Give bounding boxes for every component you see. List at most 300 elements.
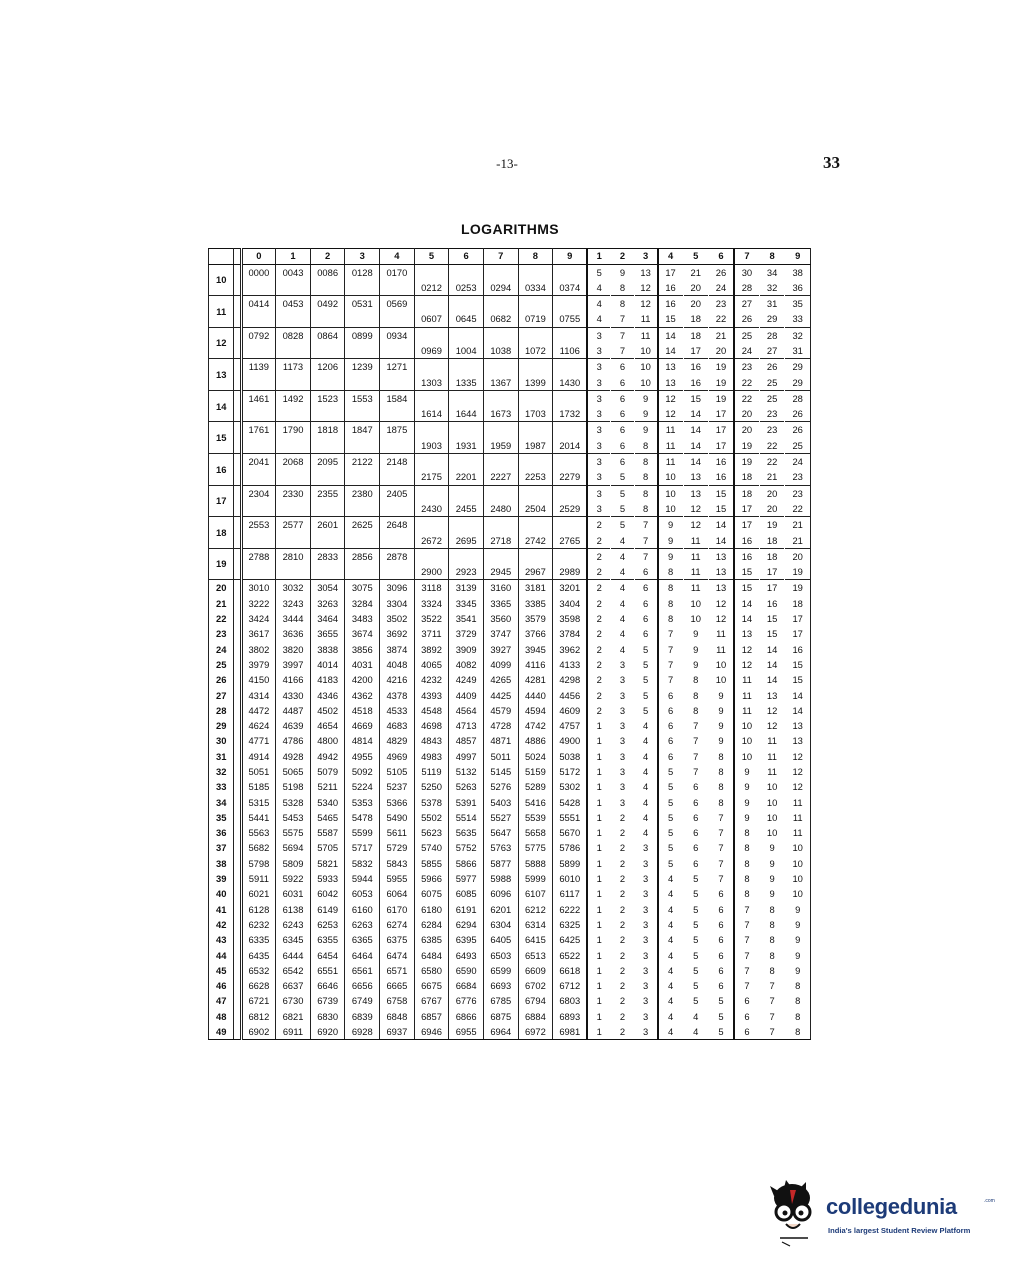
column-header: 9 <box>553 249 588 265</box>
log-value-cell: 5366 <box>380 795 415 810</box>
mean-difference-cell: 6 <box>634 596 657 611</box>
log-value-cell: 3909 <box>449 642 484 657</box>
logo-tagline: India's largest Student Review Platform <box>828 1226 971 1235</box>
log-value-cell: 4829 <box>380 733 415 748</box>
mean-difference-cell: 1 <box>587 963 610 978</box>
mean-difference-cell: 9 <box>734 764 759 779</box>
log-value-cell <box>483 422 518 438</box>
log-value-cell <box>310 564 345 580</box>
mean-difference-cell: 3 <box>587 469 610 485</box>
row-label: 13 <box>209 359 234 391</box>
row-spacer-cell <box>234 993 241 1008</box>
log-value-cell: 6848 <box>380 1009 415 1024</box>
log-value-cell <box>345 533 380 549</box>
log-value-cell <box>449 548 484 564</box>
mean-difference-cell: 4 <box>611 580 634 596</box>
log-value-cell: 5966 <box>414 871 449 886</box>
log-value-cell: 5378 <box>414 795 449 810</box>
log-value-cell: 5453 <box>276 810 311 825</box>
mean-difference-cell: 3 <box>587 501 610 517</box>
log-value-cell: 5478 <box>345 810 380 825</box>
mean-difference-cell: 11 <box>734 672 759 687</box>
log-value-cell <box>483 454 518 470</box>
row-spacer-cell <box>234 688 241 703</box>
log-value-cell: 6675 <box>414 978 449 993</box>
log-value-cell <box>380 469 415 485</box>
log-value-cell: 6201 <box>483 902 518 917</box>
log-value-cell: 4639 <box>276 718 311 733</box>
log-value-cell <box>553 422 588 438</box>
mean-difference-cell: 8 <box>658 564 683 580</box>
row-label: 24 <box>209 642 234 657</box>
log-value-cell: 3766 <box>518 626 553 641</box>
mean-difference-cell: 25 <box>785 438 811 454</box>
log-value-cell: 3838 <box>310 642 345 657</box>
mean-difference-cell: 11 <box>658 438 683 454</box>
mean-difference-cell: 3 <box>619 720 626 732</box>
mean-difference-cell: 6 <box>658 718 683 733</box>
mean-difference-cell: 14 <box>766 643 778 655</box>
log-value-cell: 2480 <box>483 501 518 517</box>
log-value-cell: 4786 <box>276 733 311 748</box>
mean-difference-cell: 9 <box>634 422 657 438</box>
mean-difference-cell: 9 <box>785 902 811 917</box>
log-value-cell: 3324 <box>414 596 449 611</box>
log-value-cell: 5145 <box>483 764 518 779</box>
log-value-cell: 3692 <box>380 626 415 641</box>
logarithm-table <box>208 248 811 1040</box>
mean-difference-cell: 3 <box>619 735 626 747</box>
collegedunia-logo <box>766 1180 996 1250</box>
mean-difference-cell: 1 <box>587 779 610 794</box>
mean-difference-cell: 6 <box>734 993 759 1008</box>
mean-difference-cell: 8 <box>769 964 775 976</box>
mean-difference-cell: 5 <box>619 502 626 514</box>
log-value-cell: 5740 <box>414 840 449 855</box>
table-row <box>209 948 811 963</box>
table-row <box>209 517 811 533</box>
log-value-cell: 6830 <box>310 1009 345 1024</box>
row-label: 35 <box>209 810 234 825</box>
mean-difference-cell: 10 <box>766 781 778 793</box>
mean-difference-cell: 19 <box>709 359 734 375</box>
log-value-cell: 1903 <box>414 438 449 454</box>
log-value-cell: 0934 <box>380 327 415 343</box>
mean-difference-cell: 8 <box>693 689 699 701</box>
log-value-cell: 0969 <box>414 343 449 359</box>
mean-difference-cell: 4 <box>658 1009 683 1024</box>
mean-difference-cell: 18 <box>683 327 708 343</box>
mean-difference-cell: 1 <box>587 749 610 764</box>
log-value-cell: 3747 <box>483 626 518 641</box>
row-spacer-cell <box>234 703 241 718</box>
log-value-cell: 3927 <box>483 642 518 657</box>
mean-difference-cell: 32 <box>785 327 811 343</box>
mean-difference-cell: 10 <box>766 827 778 839</box>
row-spacer-cell <box>234 902 241 917</box>
mean-difference-cell: 9 <box>734 810 759 825</box>
mean-difference-cell: 1 <box>587 718 610 733</box>
mean-difference-cell: 17 <box>734 501 759 517</box>
mean-difference-cell: 12 <box>658 390 683 406</box>
log-value-cell: 6721 <box>241 993 276 1008</box>
mean-difference-cell: 18 <box>734 485 759 501</box>
log-value-cell: 3962 <box>553 642 588 657</box>
row-spacer-cell <box>234 795 241 810</box>
log-value-cell: 4330 <box>276 688 311 703</box>
log-value-cell: 2742 <box>518 533 553 549</box>
log-value-cell: 3674 <box>345 626 380 641</box>
log-value-cell: 5682 <box>241 840 276 855</box>
log-value-cell: 6365 <box>345 932 380 947</box>
log-value-cell: 1106 <box>553 343 588 359</box>
mean-difference-cell: 2 <box>619 811 626 823</box>
mean-difference-cell: 6 <box>611 454 634 470</box>
mean-difference-cell: 10 <box>709 657 734 672</box>
log-value-cell: 4281 <box>518 672 553 687</box>
mean-difference-cell: 7 <box>634 548 657 564</box>
log-value-cell: 6513 <box>518 948 553 963</box>
mean-difference-cell: 4 <box>619 566 626 578</box>
mean-difference-cell: 6 <box>634 626 657 641</box>
mean-difference-cell: 7 <box>709 810 734 825</box>
log-value-cell: 3945 <box>518 642 553 657</box>
row-spacer-cell <box>234 978 241 993</box>
mean-difference-cell: 7 <box>759 1024 784 1040</box>
log-value-cell <box>276 501 311 517</box>
log-value-cell <box>518 264 553 280</box>
log-value-cell <box>518 359 553 375</box>
mean-difference-cell: 5 <box>634 672 657 687</box>
mean-difference-cell: 23 <box>785 469 811 485</box>
log-value-cell: 6253 <box>310 917 345 932</box>
log-value-cell: 6739 <box>310 993 345 1008</box>
log-value-cell: 3892 <box>414 642 449 657</box>
log-value-cell: 4742 <box>518 718 553 733</box>
mean-difference-cell: 7 <box>769 980 775 992</box>
mean-difference-cell: 5 <box>634 688 657 703</box>
mean-difference-cell: 17 <box>658 264 683 280</box>
table-row <box>209 564 811 580</box>
column-header: 2 <box>310 249 345 265</box>
mean-difference-cell: 8 <box>634 438 657 454</box>
log-value-cell: 4166 <box>276 672 311 687</box>
mean-difference-cell: 7 <box>619 313 626 325</box>
mean-difference-cell: 29 <box>785 375 811 391</box>
log-value-cell: 4886 <box>518 733 553 748</box>
log-value-cell: 4969 <box>380 749 415 764</box>
mean-difference-cell: 9 <box>785 948 811 963</box>
mean-difference-cell: 21 <box>709 327 734 343</box>
mean-difference-cell: 14 <box>690 408 701 420</box>
mean-difference-cell: 10 <box>785 840 811 855</box>
log-value-cell: 4472 <box>241 703 276 718</box>
mean-difference-cell: 8 <box>611 296 634 312</box>
row-spacer-cell <box>234 485 241 517</box>
log-value-cell: 4928 <box>276 749 311 764</box>
row-label: 43 <box>209 932 234 947</box>
mean-difference-cell: 1 <box>587 886 610 901</box>
log-value-cell: 0128 <box>345 264 380 280</box>
mean-difference-cell: 6 <box>709 978 734 993</box>
log-value-cell: 0569 <box>380 296 415 312</box>
log-value-cell: 1987 <box>518 438 553 454</box>
log-value-cell <box>380 564 415 580</box>
mean-difference-cell: 20 <box>709 343 734 359</box>
log-value-cell: 2529 <box>553 501 588 517</box>
log-value-cell: 5551 <box>553 810 588 825</box>
log-value-cell: 6345 <box>276 932 311 947</box>
mean-difference-cell: 10 <box>734 718 759 733</box>
mean-difference-cell: 26 <box>785 406 811 422</box>
log-value-cell: 1139 <box>241 359 276 375</box>
log-value-cell: 2810 <box>276 548 311 564</box>
mean-difference-cell: 20 <box>785 548 811 564</box>
mean-difference-cell: 11 <box>658 454 683 470</box>
log-value-cell: 5038 <box>553 749 588 764</box>
log-value-cell: 3874 <box>380 642 415 657</box>
log-value-cell: 2878 <box>380 548 415 564</box>
mean-difference-cell: 16 <box>766 597 778 609</box>
mean-difference-cell: 5 <box>658 779 683 794</box>
mean-difference-cell: 11 <box>785 825 811 840</box>
mean-difference-cell: 5 <box>658 810 683 825</box>
log-value-cell: 0334 <box>518 280 553 296</box>
mean-difference-cell: 26 <box>734 311 759 327</box>
mean-difference-cell: 7 <box>769 995 775 1007</box>
table-row <box>209 454 811 470</box>
log-value-cell: 5763 <box>483 840 518 855</box>
mean-difference-cell: 26 <box>709 264 734 280</box>
mean-difference-cell: 6 <box>658 703 683 718</box>
log-value-cell: 1206 <box>310 359 345 375</box>
mean-difference-cell: 6 <box>658 733 683 748</box>
log-value-cell: 6493 <box>449 948 484 963</box>
log-value-cell: 5988 <box>483 871 518 886</box>
log-value-cell <box>483 485 518 501</box>
mean-difference-cell: 3 <box>619 781 626 793</box>
log-value-cell: 4757 <box>553 718 588 733</box>
log-value-cell: 4871 <box>483 733 518 748</box>
log-value-cell: 3263 <box>310 596 345 611</box>
log-value-cell: 6385 <box>414 932 449 947</box>
log-value-cell: 6435 <box>241 948 276 963</box>
row-label: 23 <box>209 626 234 641</box>
table-row <box>209 886 811 901</box>
mean-difference-cell: 25 <box>766 376 778 388</box>
table-row <box>209 469 811 485</box>
mean-difference-cell: 16 <box>734 533 759 549</box>
mean-difference-cell: 12 <box>683 517 708 533</box>
mean-difference-cell: 8 <box>734 856 759 871</box>
log-value-cell <box>380 438 415 454</box>
mean-difference-cell: 35 <box>785 296 811 312</box>
log-value-cell: 3802 <box>241 642 276 657</box>
mean-difference-cell: 13 <box>785 733 811 748</box>
row-label: 32 <box>209 764 234 779</box>
mean-difference-cell: 6 <box>611 390 634 406</box>
log-value-cell: 4800 <box>310 733 345 748</box>
log-value-cell <box>310 533 345 549</box>
log-value-cell: 0531 <box>345 296 380 312</box>
log-value-cell: 5911 <box>241 871 276 886</box>
log-value-cell: 5119 <box>414 764 449 779</box>
log-value-cell: 3054 <box>310 580 345 596</box>
mean-difference-cell: 2 <box>619 1010 626 1022</box>
mean-difference-cell: 7 <box>634 533 657 549</box>
log-value-cell: 0043 <box>276 264 311 280</box>
log-value-cell <box>345 564 380 580</box>
mean-difference-cell: 2 <box>587 688 610 703</box>
row-label: 12 <box>209 327 234 359</box>
mean-difference-cell: 7 <box>734 948 759 963</box>
log-value-cell <box>276 406 311 422</box>
mean-difference-header: 9 <box>785 249 811 265</box>
mean-difference-cell: 5 <box>693 980 699 992</box>
row-label: 36 <box>209 825 234 840</box>
log-value-cell <box>380 533 415 549</box>
mean-difference-cell: 16 <box>658 280 683 296</box>
mean-difference-cell: 9 <box>785 963 811 978</box>
log-value-cell: 4065 <box>414 657 449 672</box>
log-value-cell: 5752 <box>449 840 484 855</box>
log-value-cell: 6637 <box>276 978 311 993</box>
mean-difference-cell: 4 <box>619 643 626 655</box>
table-row <box>209 703 811 718</box>
mean-difference-cell: 9 <box>734 779 759 794</box>
log-value-cell: 2967 <box>518 564 553 580</box>
row-spacer-cell <box>234 296 241 328</box>
mean-difference-cell: 24 <box>785 454 811 470</box>
mean-difference-cell: 7 <box>693 766 699 777</box>
log-value-cell: 4713 <box>449 718 484 733</box>
log-value-cell: 6758 <box>380 993 415 1008</box>
log-value-cell <box>449 296 484 312</box>
mean-difference-cell: 7 <box>693 735 699 747</box>
mean-difference-cell: 7 <box>693 750 699 762</box>
log-value-cell: 2355 <box>310 485 345 501</box>
mean-difference-cell: 4 <box>619 534 626 546</box>
log-value-cell <box>241 311 276 327</box>
mean-difference-cell: 7 <box>619 344 626 356</box>
mean-difference-cell: 3 <box>587 343 610 359</box>
table-row <box>209 359 811 375</box>
mean-difference-cell: 7 <box>734 963 759 978</box>
log-value-cell: 4314 <box>241 688 276 703</box>
log-value-cell: 3617 <box>241 626 276 641</box>
mean-difference-cell: 26 <box>785 422 811 438</box>
log-value-cell <box>553 548 588 564</box>
log-value-cell <box>310 406 345 422</box>
log-value-cell: 5888 <box>518 856 553 871</box>
row-label: 29 <box>209 718 234 733</box>
log-value-cell: 0086 <box>310 264 345 280</box>
log-value-cell: 6064 <box>380 886 415 901</box>
log-value-cell: 6749 <box>345 993 380 1008</box>
mean-difference-cell: 1 <box>587 825 610 840</box>
row-spacer-cell <box>234 825 241 840</box>
log-value-cell: 4983 <box>414 749 449 764</box>
mean-difference-cell: 1 <box>587 795 610 810</box>
log-value-cell: 1553 <box>345 390 380 406</box>
header-spacer-cell <box>234 249 241 265</box>
log-value-cell <box>345 343 380 359</box>
table-row <box>209 280 811 296</box>
mean-difference-cell: 15 <box>785 672 811 687</box>
mean-difference-cell: 5 <box>693 873 699 885</box>
mean-difference-cell: 8 <box>709 764 734 779</box>
log-value-cell: 0755 <box>553 311 588 327</box>
mean-difference-cell: 7 <box>709 871 734 886</box>
row-spacer-cell <box>234 548 241 580</box>
mean-difference-cell: 4 <box>658 963 683 978</box>
mean-difference-cell: 5 <box>658 795 683 810</box>
log-value-cell <box>483 264 518 280</box>
mean-difference-cell: 11 <box>634 311 657 327</box>
log-value-cell: 1732 <box>553 406 588 422</box>
log-value-cell <box>553 359 588 375</box>
mean-difference-cell: 3 <box>587 359 610 375</box>
mean-difference-cell: 3 <box>587 327 610 343</box>
log-value-cell: 4099 <box>483 657 518 672</box>
row-label: 26 <box>209 672 234 687</box>
log-value-cell <box>310 343 345 359</box>
mean-difference-cell: 21 <box>766 471 778 483</box>
row-label: 45 <box>209 963 234 978</box>
mean-difference-cell: 2 <box>619 873 626 885</box>
mean-difference-header: 7 <box>734 249 759 265</box>
mean-difference-cell: 16 <box>709 454 734 470</box>
mean-difference-cell: 4 <box>658 993 683 1008</box>
log-value-cell: 5587 <box>310 825 345 840</box>
row-spacer-cell <box>234 642 241 657</box>
log-value-cell: 3118 <box>414 580 449 596</box>
log-value-cell: 6609 <box>518 963 553 978</box>
log-value-cell: 4502 <box>310 703 345 718</box>
mean-difference-cell: 14 <box>658 327 683 343</box>
mean-difference-cell: 2 <box>619 903 626 915</box>
log-value-cell: 5328 <box>276 795 311 810</box>
mean-difference-cell: 11 <box>734 703 759 718</box>
column-header: 8 <box>518 249 553 265</box>
log-value-cell: 6839 <box>345 1009 380 1024</box>
row-spacer-cell <box>234 871 241 886</box>
log-value-cell: 4683 <box>380 718 415 733</box>
log-value-cell <box>241 438 276 454</box>
mean-difference-cell: 4 <box>634 795 657 810</box>
mean-difference-cell: 8 <box>785 1009 811 1024</box>
log-value-cell: 2175 <box>414 469 449 485</box>
log-value-cell: 4548 <box>414 703 449 718</box>
table-row <box>209 548 811 564</box>
log-value-cell: 6981 <box>553 1024 588 1040</box>
log-value-cell: 0000 <box>241 264 276 280</box>
log-value-cell: 2201 <box>449 469 484 485</box>
log-value-cell: 1931 <box>449 438 484 454</box>
log-value-cell <box>310 469 345 485</box>
log-value-cell: 6138 <box>276 902 311 917</box>
mean-difference-cell: 6 <box>693 857 699 869</box>
log-value-cell: 2041 <box>241 454 276 470</box>
log-value-cell: 5416 <box>518 795 553 810</box>
log-value-cell: 2095 <box>310 454 345 470</box>
log-value-cell: 5729 <box>380 840 415 855</box>
row-spacer-cell <box>234 1024 241 1040</box>
mean-difference-cell: 20 <box>690 281 701 293</box>
mean-difference-cell: 3 <box>587 375 610 391</box>
log-value-cell: 5441 <box>241 810 276 825</box>
log-value-cell: 2455 <box>449 501 484 517</box>
